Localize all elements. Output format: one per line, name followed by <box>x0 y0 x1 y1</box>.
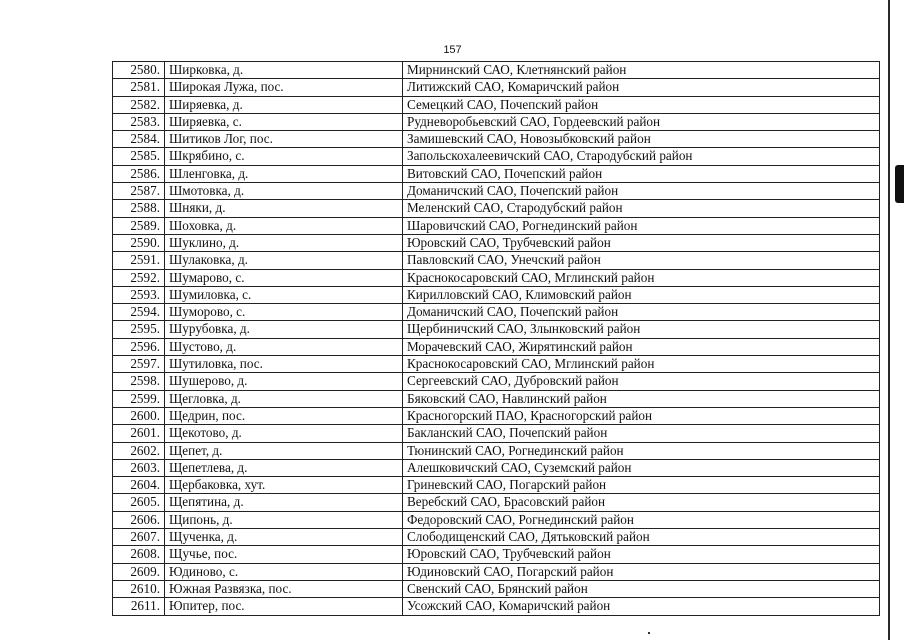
administrative-unit: Мирнинский САО, Клетнянский район <box>403 62 880 79</box>
settlement-name: Щипонь, д. <box>165 511 403 528</box>
row-number: 2589. <box>113 217 165 234</box>
administrative-unit: Запольскохалеевичский САО, Стародубский район <box>403 148 880 165</box>
scan-border <box>888 0 890 640</box>
settlement-name: Шурубовка, д. <box>165 321 403 338</box>
settlement-name: Шумарово, с. <box>165 269 403 286</box>
settlement-name: Шитиков Лог, пос. <box>165 131 403 148</box>
administrative-unit: Щербиничский САО, Злынковский район <box>403 321 880 338</box>
row-number: 2604. <box>113 477 165 494</box>
row-number: 2585. <box>113 148 165 165</box>
table-row <box>113 304 880 321</box>
row-number: 2596. <box>113 338 165 355</box>
row-number: 2581. <box>113 79 165 96</box>
settlement-name: Щучье, пос. <box>165 546 403 563</box>
settlement-name: Щученка, д. <box>165 529 403 546</box>
table-row <box>113 546 880 563</box>
settlement-name: Шулаковка, д. <box>165 252 403 269</box>
table-row <box>113 321 880 338</box>
table-row <box>113 252 880 269</box>
administrative-unit: Алешковичский САО, Суземский район <box>403 459 880 476</box>
row-number: 2598. <box>113 373 165 390</box>
administrative-unit: Краснокосаровский САО, Мглинский район <box>403 269 880 286</box>
settlement-name: Шняки, д. <box>165 200 403 217</box>
table-row <box>113 529 880 546</box>
table-row <box>113 442 880 459</box>
row-number: 2606. <box>113 511 165 528</box>
table-row <box>113 390 880 407</box>
row-number: 2587. <box>113 183 165 200</box>
table-row <box>113 373 880 390</box>
administrative-unit: Бакланский САО, Почепский район <box>403 425 880 442</box>
scan-speck <box>648 632 650 634</box>
row-number: 2601. <box>113 425 165 442</box>
row-number: 2586. <box>113 165 165 182</box>
settlement-name: Шушерово, д. <box>165 373 403 390</box>
settlement-name: Шленговка, д. <box>165 165 403 182</box>
administrative-unit: Павловский САО, Унечский район <box>403 252 880 269</box>
settlements-table-body <box>113 62 880 616</box>
settlement-name: Шмотовка, д. <box>165 183 403 200</box>
table-row <box>113 286 880 303</box>
administrative-unit: Юровский САО, Трубчевский район <box>403 234 880 251</box>
administrative-unit: Рудневоробьевский САО, Гордеевский район <box>403 113 880 130</box>
administrative-unit: Литижский САО, Комаричский район <box>403 79 880 96</box>
row-number: 2580. <box>113 62 165 79</box>
table-row <box>113 598 880 615</box>
row-number: 2595. <box>113 321 165 338</box>
settlement-name: Широкая Лужа, пос. <box>165 79 403 96</box>
table-row <box>113 407 880 424</box>
row-number: 2591. <box>113 252 165 269</box>
settlement-name: Щепятина, д. <box>165 494 403 511</box>
settlement-name: Юдиново, с. <box>165 563 403 580</box>
row-number: 2593. <box>113 286 165 303</box>
table-row <box>113 338 880 355</box>
settlement-name: Щекотово, д. <box>165 425 403 442</box>
settlement-name: Шумиловка, с. <box>165 286 403 303</box>
settlement-name: Щербаковка, хут. <box>165 477 403 494</box>
row-number: 2603. <box>113 459 165 476</box>
table-row <box>113 113 880 130</box>
settlement-name: Щепет, д. <box>165 442 403 459</box>
row-number: 2594. <box>113 304 165 321</box>
table-row <box>113 563 880 580</box>
row-number: 2597. <box>113 356 165 373</box>
administrative-unit: Семецкий САО, Почепский район <box>403 96 880 113</box>
settlement-name: Шуморово, с. <box>165 304 403 321</box>
table-row <box>113 131 880 148</box>
administrative-unit: Свенский САО, Брянский район <box>403 580 880 597</box>
row-number: 2583. <box>113 113 165 130</box>
settlement-name: Щегловка, д. <box>165 390 403 407</box>
table-row <box>113 477 880 494</box>
table-row <box>113 425 880 442</box>
settlement-name: Южная Развязка, пос. <box>165 580 403 597</box>
administrative-unit: Усожский САО, Комаричский район <box>403 598 880 615</box>
row-number: 2602. <box>113 442 165 459</box>
administrative-unit: Доманичский САО, Почепский район <box>403 304 880 321</box>
row-number: 2607. <box>113 529 165 546</box>
table-row <box>113 580 880 597</box>
row-number: 2611. <box>113 598 165 615</box>
row-number: 2609. <box>113 563 165 580</box>
administrative-unit: Веребский САО, Брасовский район <box>403 494 880 511</box>
row-number: 2608. <box>113 546 165 563</box>
administrative-unit: Гриневский САО, Погарский район <box>403 477 880 494</box>
administrative-unit: Замишевский САО, Новозыбковский район <box>403 131 880 148</box>
table-row <box>113 148 880 165</box>
row-number: 2605. <box>113 494 165 511</box>
administrative-unit: Юдиновский САО, Погарский район <box>403 563 880 580</box>
row-number: 2582. <box>113 96 165 113</box>
administrative-unit: Кирилловский САО, Климовский район <box>403 286 880 303</box>
administrative-unit: Меленский САО, Стародубский район <box>403 200 880 217</box>
table-row <box>113 494 880 511</box>
settlement-name: Шкрябино, с. <box>165 148 403 165</box>
settlement-name: Ширяевка, д. <box>165 96 403 113</box>
table-row <box>113 217 880 234</box>
binder-mark <box>895 165 904 203</box>
table-row <box>113 269 880 286</box>
table-row <box>113 62 880 79</box>
settlement-name: Шутиловка, пос. <box>165 356 403 373</box>
administrative-unit: Бяковский САО, Навлинский район <box>403 390 880 407</box>
row-number: 2592. <box>113 269 165 286</box>
administrative-unit: Федоровский САО, Рогнединский район <box>403 511 880 528</box>
page-number: 157 <box>443 44 462 56</box>
administrative-unit: Шаровичский САО, Рогнединский район <box>403 217 880 234</box>
table-row <box>113 79 880 96</box>
table-row <box>113 511 880 528</box>
administrative-unit: Доманичский САО, Почепский район <box>403 183 880 200</box>
settlement-name: Шоховка, д. <box>165 217 403 234</box>
settlement-name: Щедрин, пос. <box>165 407 403 424</box>
row-number: 2590. <box>113 234 165 251</box>
table-row <box>113 200 880 217</box>
settlement-name: Щепетлева, д. <box>165 459 403 476</box>
settlement-name: Ширяевка, с. <box>165 113 403 130</box>
settlements-table <box>112 61 880 616</box>
table-row <box>113 356 880 373</box>
table-row <box>113 183 880 200</box>
table-row <box>113 459 880 476</box>
settlement-name: Юпитер, пос. <box>165 598 403 615</box>
administrative-unit: Юровский САО, Трубчевский район <box>403 546 880 563</box>
administrative-unit: Слободищенский САО, Дятьковский район <box>403 529 880 546</box>
row-number: 2610. <box>113 580 165 597</box>
table-row <box>113 96 880 113</box>
administrative-unit: Витовский САО, Почепский район <box>403 165 880 182</box>
table-row <box>113 165 880 182</box>
settlement-name: Ширковка, д. <box>165 62 403 79</box>
settlement-name: Шустово, д. <box>165 338 403 355</box>
row-number: 2599. <box>113 390 165 407</box>
administrative-unit: Краснокосаровский САО, Мглинский район <box>403 356 880 373</box>
administrative-unit: Сергеевский САО, Дубровский район <box>403 373 880 390</box>
administrative-unit: Красногорский ПАО, Красногорский район <box>403 407 880 424</box>
row-number: 2600. <box>113 407 165 424</box>
table-row <box>113 234 880 251</box>
row-number: 2584. <box>113 131 165 148</box>
row-number: 2588. <box>113 200 165 217</box>
administrative-unit: Морачевский САО, Жирятинский район <box>403 338 880 355</box>
settlement-name: Шуклино, д. <box>165 234 403 251</box>
administrative-unit: Тюнинский САО, Рогнединский район <box>403 442 880 459</box>
